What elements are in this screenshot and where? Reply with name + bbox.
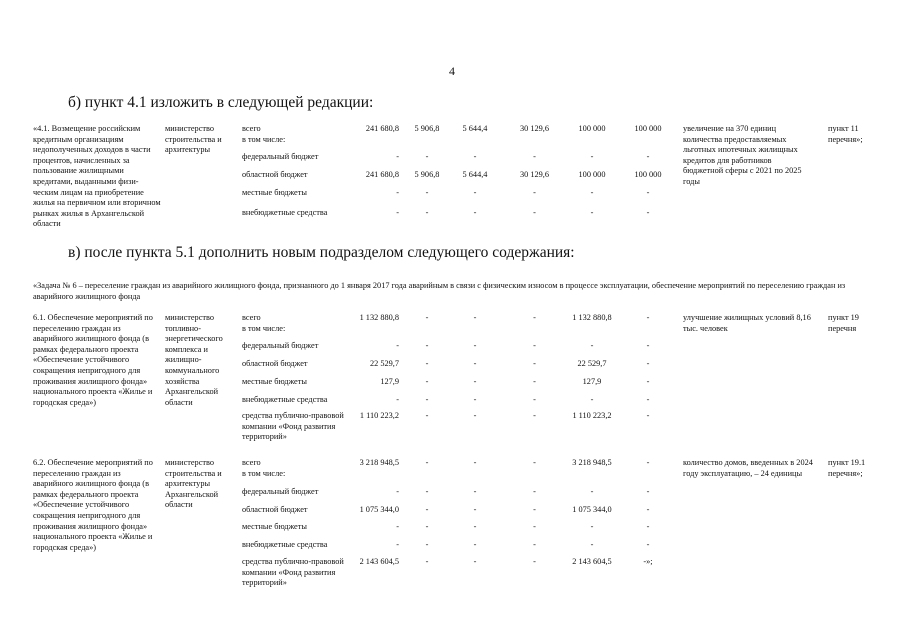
row-6-1-value-cell: - xyxy=(533,341,536,350)
row-6-2-source-label: местные бюджеты xyxy=(242,522,307,531)
row-6-1-value-cell: - xyxy=(425,395,429,404)
row-6-2-value-cell: - xyxy=(646,487,650,496)
row-4-1-value-cell: 30 129,6 xyxy=(519,124,550,133)
row-6-1-value-cell: - xyxy=(425,359,429,368)
row-4-1-value-cell: - xyxy=(396,208,399,217)
row-6-2-executor: министерство строительства и архитектуры Архангельской области xyxy=(165,458,222,510)
row-6-2-source-label: внебюджетные средства xyxy=(242,540,328,549)
row-6-1-value-cell: - xyxy=(396,341,399,350)
row-6-2-value-cell: - xyxy=(646,540,650,549)
row-6-1-value-cell: 1 110 223,2 xyxy=(572,411,612,420)
row-6-2-value-cell: - xyxy=(533,522,536,531)
row-6-2-value-cell: - xyxy=(473,540,477,549)
row-4-1-value-cell: - xyxy=(590,152,594,161)
row-6-1-name: 6.1. Обеспечение мероприятий по переселению граждан из аварийного жилищного фонда (в рамках федерального проекта «Обеспечение устойчивого сокращения непригодного для проживания жилищного фонда» национального проекта «Жилье и городская среда») xyxy=(33,313,153,407)
row-4-1-value-cell: 5 644,4 xyxy=(462,170,488,179)
row-6-2-value-cell: - xyxy=(533,557,536,566)
row-6-2-source-label: всего в том числе: xyxy=(242,458,286,478)
row-4-1-value-cell: 5 906,8 xyxy=(414,170,440,179)
row-6-1-result: улучшение жилищных условий 8,16 тыс. человек xyxy=(683,313,811,333)
row-4-1-value-cell: - xyxy=(646,188,650,197)
row-6-2-value-cell: -»; xyxy=(643,557,653,566)
row-6-2-value-cell: 1 075 344,0 xyxy=(359,505,399,514)
task-6-description: «Задача № 6 – переселение граждан из аварийного жилищного фонда, признанного до 1 января 2017 года аварийным в связи с физическим износом в процессе эксплуатации, обеспечение мероприятий по переселению граждан из аварийного жилищного фонда xyxy=(33,281,846,301)
row-6-1-value-cell: - xyxy=(473,359,477,368)
row-6-2-source-label: федеральный бюджет xyxy=(242,487,319,496)
row-6-1-value-cell: - xyxy=(425,377,429,386)
row-6-2-reference: пункт 19.1 перечня»; xyxy=(828,458,866,478)
row-6-2-value-cell: - xyxy=(533,505,536,514)
row-4-1-value-cell: - xyxy=(533,152,536,161)
row-6-1-value-cell: - xyxy=(646,341,650,350)
row-6-2-value-cell: 2 143 604,5 xyxy=(359,557,399,566)
row-4-1-value-cell: - xyxy=(533,208,536,217)
row-6-2-value-cell: 1 075 344,0 xyxy=(572,505,612,514)
row-6-1-value-cell: - xyxy=(590,395,594,404)
row-6-1-value-cell: 22 529,7 xyxy=(369,359,399,368)
row-6-1-source-label: всего в том числе: xyxy=(242,313,286,333)
row-6-1-value-cell: 22 529,7 xyxy=(577,359,607,368)
row-6-2-value-cell: - xyxy=(396,487,399,496)
row-6-1-source-label: внебюджетные средства xyxy=(242,395,328,404)
row-4-1-value-cell: 5 906,8 xyxy=(414,124,440,133)
row-4-1-source-label: местные бюджеты xyxy=(242,188,307,197)
row-4-1-source-label: федеральный бюджет xyxy=(242,152,319,161)
row-6-2-value-cell: - xyxy=(473,522,477,531)
row-4-1-reference: пункт 11 перечня»; xyxy=(828,124,863,144)
row-4-1-value-cell: - xyxy=(646,208,650,217)
row-6-1-value-cell: - xyxy=(533,395,536,404)
row-6-1-value-cell: - xyxy=(425,411,429,420)
row-6-1-source-label: федеральный бюджет xyxy=(242,341,319,350)
row-6-1-value-cell: - xyxy=(473,411,477,420)
row-6-1-value-cell: - xyxy=(646,377,650,386)
row-6-1-value-cell: - xyxy=(473,313,477,322)
row-4-1-value-cell: 100 000 xyxy=(578,170,606,179)
row-6-2-value-cell: - xyxy=(533,540,536,549)
page-number: 4 xyxy=(449,64,455,78)
row-4-1-value-cell: 5 644,4 xyxy=(462,124,488,133)
row-6-1-value-cell: - xyxy=(533,359,536,368)
row-6-2-value-cell: - xyxy=(590,522,594,531)
row-4-1-value-cell: - xyxy=(396,188,399,197)
row-4-1-value-cell: - xyxy=(473,208,477,217)
row-6-2-value-cell: - xyxy=(646,458,650,467)
row-6-1-value-cell: 1 132 880,8 xyxy=(359,313,399,322)
row-4-1-value-cell: - xyxy=(590,208,594,217)
row-6-2-value-cell: - xyxy=(473,557,477,566)
row-6-2-source-label: средства публично-правовой компании «Фонд развития территорий» xyxy=(242,557,344,588)
row-4-1-value-cell: - xyxy=(396,152,399,161)
row-6-2-value-cell: 3 218 948,5 xyxy=(359,458,399,467)
row-6-2-value-cell: - xyxy=(425,505,429,514)
row-6-1-value-cell: - xyxy=(473,341,477,350)
row-4-1-executor: министерство строительства и архитектуры xyxy=(165,124,222,155)
row-6-2-name: 6.2. Обеспечение мероприятий по переселению граждан из аварийного жилищного фонда (в рамках федерального проекта «Обеспечение устойчивого сокращения непригодного для проживания жилищного фонда» национального проекта «Жилье и городская среда») xyxy=(33,458,153,552)
row-6-2-value-cell: - xyxy=(590,540,594,549)
row-4-1-name: «4.1. Возмещение российским кредитным организациям недополученных доходов в части процентов, начисленных за пользование жилищными кредитами, выданными физи-ческим лицам на приобретение жилья на первичном или вторичном рынках жилья в Архангельской области xyxy=(33,124,161,229)
row-4-1-result: увеличение на 370 единиц количества предоставляемых льготных ипотечных жилищных кредитов для работников бюджетной сферы с 2021 по 2025 годы xyxy=(683,124,802,186)
row-6-1-value-cell: - xyxy=(646,395,650,404)
row-4-1-value-cell: 100 000 xyxy=(634,124,662,133)
row-6-1-value-cell: - xyxy=(425,313,429,322)
row-6-1-value-cell: - xyxy=(533,313,536,322)
row-6-1-source-label: средства публично-правовой компании «Фонд развития территорий» xyxy=(242,411,344,442)
row-6-1-value-cell: - xyxy=(396,395,399,404)
row-4-1-value-cell: - xyxy=(425,188,429,197)
row-6-1-source-label: областной бюджет xyxy=(242,359,308,368)
row-6-2-result: количество домов, введенных в 2024 году эксплуатацию, – 24 единицы xyxy=(683,458,813,478)
row-4-1-value-cell: - xyxy=(590,188,594,197)
row-6-1-value-cell: - xyxy=(533,411,536,420)
row-4-1-source-label: областной бюджет xyxy=(242,170,308,179)
row-6-2-value-cell: - xyxy=(533,487,536,496)
section-b-heading: б) пункт 4.1 изложить в следующей редакции: xyxy=(68,94,374,111)
row-6-1-value-cell: 1 110 223,2 xyxy=(359,411,399,420)
row-6-1-value-cell: - xyxy=(646,359,650,368)
row-6-1-value-cell: - xyxy=(646,411,650,420)
row-6-2-value-cell: - xyxy=(473,505,477,514)
row-4-1-source-label: всего в том числе: xyxy=(242,124,286,144)
row-6-1-source-label: местные бюджеты xyxy=(242,377,307,386)
section-v-heading: в) после пункта 5.1 дополнить новым подразделом следующего содержания: xyxy=(68,244,575,261)
row-6-1-value-cell: 1 132 880,8 xyxy=(572,313,612,322)
row-6-2-value-cell: - xyxy=(425,557,429,566)
row-6-2-value-cell: - xyxy=(396,540,399,549)
row-6-2-source-label: областной бюджет xyxy=(242,505,308,514)
row-6-1-value-cell: 127,9 xyxy=(380,377,399,386)
row-4-1-value-cell: - xyxy=(646,152,650,161)
row-4-1-value-cell: 241 680,8 xyxy=(365,124,399,133)
row-4-1-value-cell: 100 000 xyxy=(634,170,662,179)
row-6-1-value-cell: - xyxy=(590,341,594,350)
row-4-1-value-cell: 241 680,8 xyxy=(365,170,399,179)
row-4-1-value-cell: - xyxy=(473,152,477,161)
row-6-2-value-cell: - xyxy=(590,487,594,496)
row-4-1-source-label: внебюджетные средства xyxy=(242,208,328,217)
row-4-1-value-cell: - xyxy=(533,188,536,197)
row-6-2-value-cell: - xyxy=(473,487,477,496)
row-6-2-value-cell: - xyxy=(396,522,399,531)
row-6-2-value-cell: - xyxy=(425,458,429,467)
row-4-1-value-cell: 30 129,6 xyxy=(519,170,550,179)
row-6-1-value-cell: 127,9 xyxy=(582,377,602,386)
row-4-1-value-cell: 100 000 xyxy=(578,124,606,133)
row-6-2-value-cell: 3 218 948,5 xyxy=(572,458,612,467)
row-4-1-value-cell: - xyxy=(425,208,429,217)
row-6-1-value-cell: - xyxy=(473,395,477,404)
row-6-2-value-cell: - xyxy=(533,458,536,467)
row-4-1-value-cell: - xyxy=(473,188,477,197)
row-6-1-value-cell: - xyxy=(646,313,650,322)
row-6-2-value-cell: - xyxy=(473,458,477,467)
row-6-2-value-cell: 2 143 604,5 xyxy=(572,557,612,566)
row-6-1-value-cell: - xyxy=(473,377,477,386)
row-6-1-value-cell: - xyxy=(425,341,429,350)
row-6-1-executor: министерство топливно-энергетического комплекса и жилищно-коммунального хозяйства Архангельской области xyxy=(165,313,223,407)
row-6-1-value-cell: - xyxy=(533,377,536,386)
row-6-2-value-cell: - xyxy=(425,540,429,549)
row-6-2-value-cell: - xyxy=(646,522,650,531)
row-4-1-value-cell: - xyxy=(425,152,429,161)
row-6-1-reference: пункт 19 перечня xyxy=(828,313,859,333)
row-6-2-value-cell: - xyxy=(646,505,650,514)
row-6-2-value-cell: - xyxy=(425,522,429,531)
row-6-2-value-cell: - xyxy=(425,487,429,496)
